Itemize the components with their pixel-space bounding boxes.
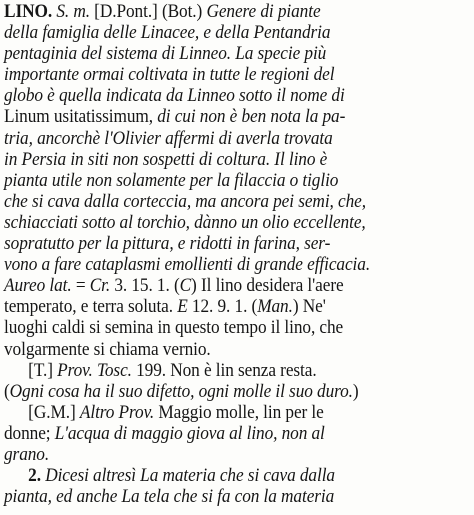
text-segment: schiacciati sotto al torchio, dànno un olio eccellente, <box>4 211 366 233</box>
text-segment: globo è quella indicata da Linneo sotto il nome di <box>4 85 345 107</box>
text-segment: = <box>71 275 90 297</box>
text-segment: [D.Pont.] (Bot.) <box>89 1 207 22</box>
text-segment: [T.] <box>28 359 58 381</box>
text-line <box>4 381 441 402</box>
text-segment: ) <box>352 380 359 402</box>
text-segment: importante ormai coltivata in tutte le regioni del <box>4 64 335 86</box>
text-segment: luoghi caldi si semina in questo tempo il lino, che <box>4 317 344 339</box>
text-segment: E <box>177 296 188 318</box>
text-line <box>4 43 441 64</box>
text-line <box>4 254 441 275</box>
text-segment: ) Il lino desidera l'aere <box>191 275 344 297</box>
text-segment: temperato, e terra soluta. <box>4 296 178 318</box>
text-line <box>4 339 441 360</box>
text-segment: S. m. <box>56 1 90 22</box>
text-segment: Genere di piante <box>206 1 321 22</box>
text-segment: di cui non è ben nota la pa- <box>157 106 346 128</box>
text-line <box>4 444 441 465</box>
text-line <box>4 85 441 106</box>
text-line <box>4 423 441 444</box>
text-line <box>4 296 441 317</box>
text-segment: LINO. <box>4 1 53 22</box>
text-segment: [G.M.] <box>28 401 80 423</box>
text-segment: ( <box>4 380 10 402</box>
text-segment: donne; <box>4 422 55 444</box>
text-segment: ) Ne' <box>292 296 326 318</box>
text-segment: C <box>179 275 192 297</box>
text-segment: della famiglia delle Linacee, e della Pentandria <box>4 22 331 44</box>
text-segment: 199. Non è lin senza resta. <box>131 359 317 381</box>
text-line <box>4 465 441 486</box>
text-segment: pianta, ed anche La tela che si fa con la materia <box>4 486 335 508</box>
text-segment: Linum usitatissimum, <box>4 106 158 128</box>
text-segment: 3. 15. 1. ( <box>110 275 180 297</box>
text-line <box>4 360 441 381</box>
text-line <box>4 402 441 423</box>
text-line <box>4 170 441 191</box>
text-segment: pianta utile non solamente per la filaccia o tiglio <box>4 169 339 191</box>
text-segment: Aureo lat. <box>4 275 72 297</box>
text-line <box>4 106 441 127</box>
text-segment: Ogni cosa ha il suo difetto, ogni molle il suo duro. <box>9 380 353 402</box>
text-line <box>4 1 441 22</box>
dictionary-entry-lino <box>4 1 474 507</box>
text-line <box>4 486 441 507</box>
text-segment: Cr. <box>89 275 111 297</box>
text-segment: pentaginia del sistema di Linneo. La specie più <box>4 43 327 65</box>
text-segment: Man. <box>257 296 293 318</box>
text-line <box>4 275 441 296</box>
text-segment: volgarmente si chiama vernio. <box>4 338 211 360</box>
text-segment: che si cava dalla corteccia, ma ancora pei semi, che, <box>4 190 366 212</box>
text-segment: 2. <box>28 465 46 487</box>
text-segment: Prov. Tosc. <box>57 359 132 381</box>
text-segment: Dicesi altresì La materia che si cava dalla <box>45 465 335 487</box>
text-segment: Altro Prov. <box>79 401 155 423</box>
text-segment: Maggio molle, lin per le <box>154 401 324 423</box>
text-line <box>4 317 441 338</box>
text-line <box>4 22 441 43</box>
text-segment: L'acqua di maggio giova al lino, non al <box>54 422 325 444</box>
text-line <box>4 64 441 85</box>
text-segment: sopratutto per la pittura, e ridotti in farina, ser- <box>4 233 331 255</box>
text-line <box>4 128 441 149</box>
text-segment: vono a fare cataplasmi emollienti di grande efficacia. <box>4 254 371 276</box>
text-line <box>4 233 441 254</box>
text-line <box>4 191 441 212</box>
text-segment: in Persia in siti non sospetti di coltura. Il lino è <box>4 148 328 170</box>
text-line <box>4 212 441 233</box>
text-segment: grano. <box>4 443 50 465</box>
text-segment: 12. 9. 1. ( <box>187 296 258 318</box>
text-segment: tria, ancorchè l'Olivier affermi di averla trovata <box>4 127 333 149</box>
text-line <box>4 149 441 170</box>
